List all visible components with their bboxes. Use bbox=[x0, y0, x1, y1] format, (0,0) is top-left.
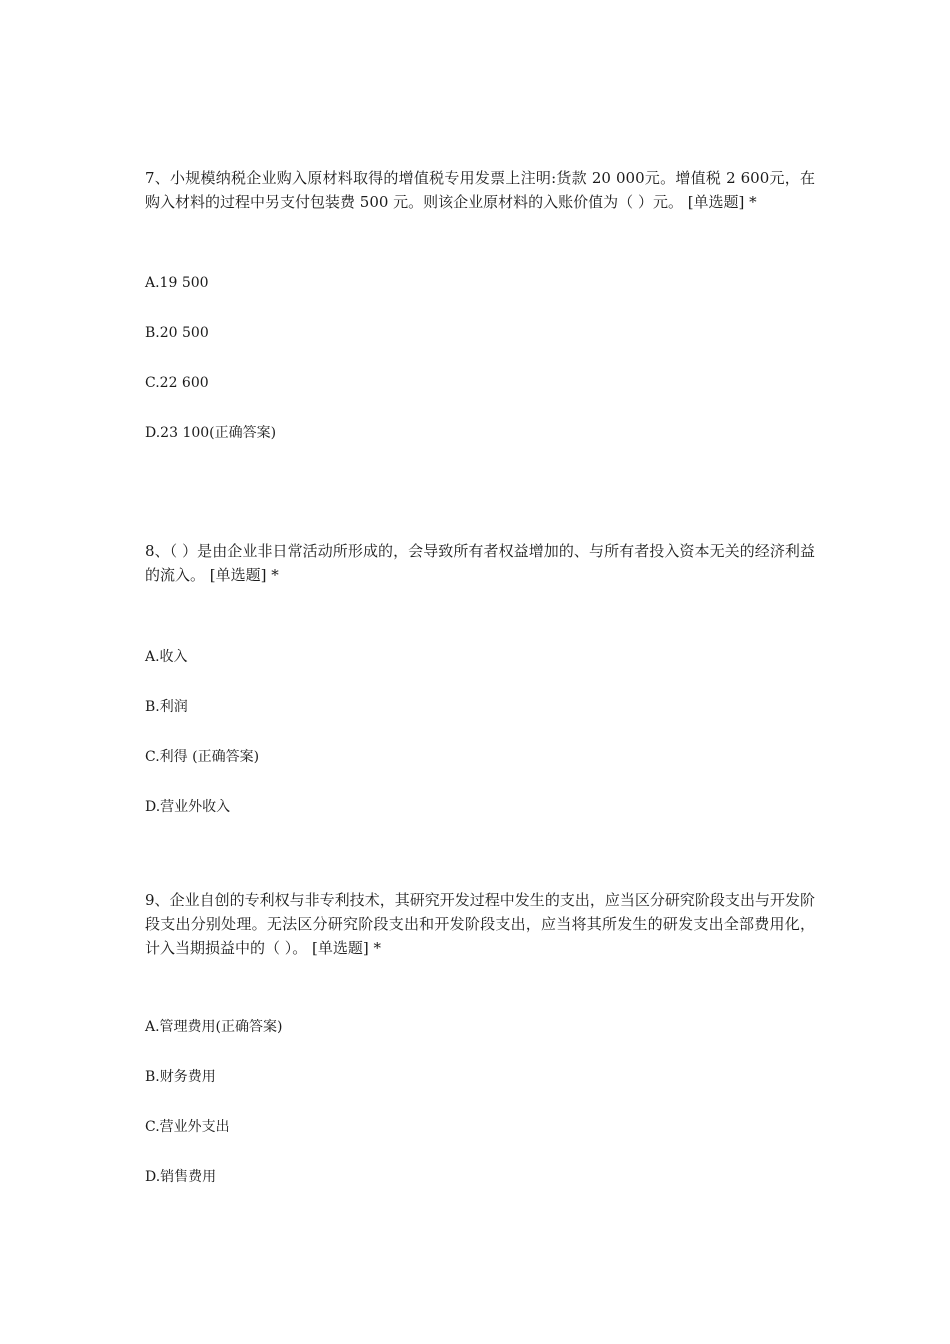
option-b: B.利润 bbox=[145, 699, 188, 715]
option-c: C.利得 (正确答案) bbox=[145, 749, 260, 765]
option-b: B.20 500 bbox=[145, 325, 209, 341]
option-d: D.23 100(正确答案) bbox=[145, 425, 277, 441]
option-d: D.营业外收入 bbox=[145, 799, 231, 815]
question-8 bbox=[145, 539, 815, 817]
option-b: B.财务费用 bbox=[145, 1069, 216, 1085]
option-d: D.销售费用 bbox=[145, 1169, 217, 1185]
option-a: A.19 500 bbox=[145, 275, 209, 291]
option-list bbox=[145, 1017, 815, 1187]
option-list bbox=[145, 647, 815, 817]
question-stem: 7、小规模纳税企业购入原材料取得的增值税专用发票上注明:货款 20 000元。增值税 2 600元，在购入材料的过程中另支付包装费 500 元。则该企业原材料的入账价值为（ ）元。 [单选题] * bbox=[145, 169, 815, 211]
option-list bbox=[145, 273, 815, 443]
option-c: C.22 600 bbox=[145, 375, 209, 391]
option-c: C.营业外支出 bbox=[145, 1119, 230, 1135]
question-stem: 9、企业自创的专利权与非专利技术，其研究开发过程中发生的支出，应当区分研究阶段支出与开发阶段支出分别处理。无法区分研究阶段支出和开发阶段支出，应当将其所发生的研发支出全部费用化，计入当期损益中的（ ）。 [单选题] * bbox=[145, 891, 815, 957]
option-a: A.收入 bbox=[145, 649, 188, 665]
option-a: A.管理费用(正确答案) bbox=[145, 1019, 283, 1035]
question-7 bbox=[145, 166, 815, 443]
question-9 bbox=[145, 888, 815, 1187]
question-stem: 8、（ ）是由企业非日常活动所形成的，会导致所有者权益增加的、与所有者投入资本无关的经济利益的流入。 [单选题] * bbox=[145, 542, 815, 584]
